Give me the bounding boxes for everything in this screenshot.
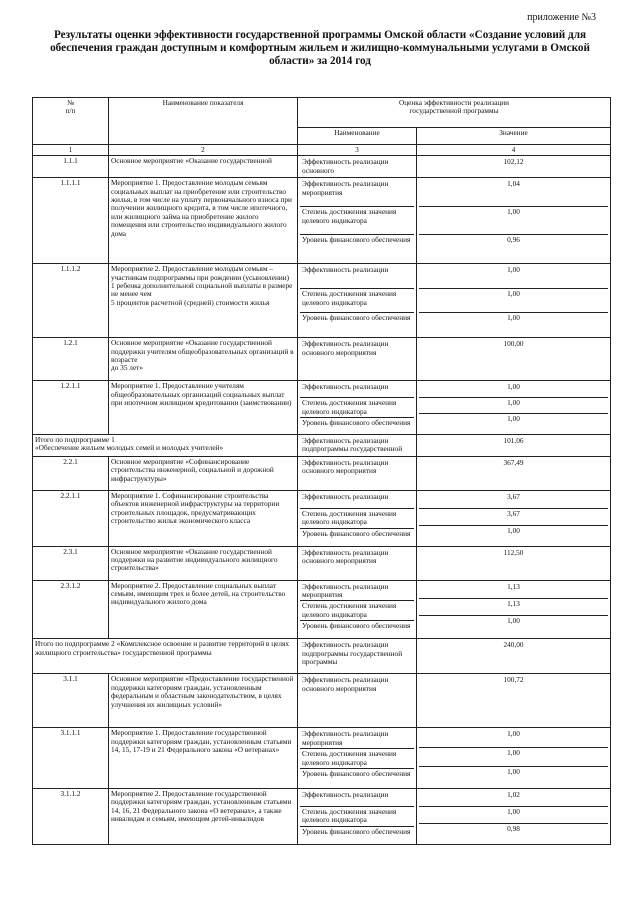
indicator-row [300,729,414,748]
indicator-row [300,313,414,337]
indicator-name: Уровень финансового обеспечения [302,768,411,778]
indicator-row [419,235,608,263]
header-col4: 4 [417,145,611,156]
indicator-row [300,508,414,528]
indicator-value: 1,00 [507,525,520,535]
header-assessment: Оценка эффективности реализации государственной программы [298,98,611,128]
indicator-value: 100,72 [503,675,524,685]
indicator-name: Эффективность реализации основного мероприятия [302,339,389,357]
indicator-row [300,675,414,726]
indicator-list [300,675,414,726]
indicator-values-cell [417,728,611,789]
indicator-list [419,382,608,429]
indicator-list [300,157,414,176]
indicator-names-cell [298,381,417,435]
indicator-row [300,157,414,176]
indicator-row [419,823,608,840]
indicator-name: Эффективность реализации подпрограммы государственной программы [302,640,403,667]
indicator-value: 1,04 [419,179,608,207]
indicator-row [419,436,608,454]
indicator-row [419,767,608,786]
row-number: 3.1.1.1 [33,728,109,789]
document-title: Результаты оценки эффективности государственной программы Омской области «Создание условий для обеспечения граждан доступным и комфортным жильем и жилищно-коммунальными услугами в Омской области» за 2014 год [50,29,590,67]
indicator-row [419,313,608,337]
indicator-values-cell [417,456,611,490]
indicator-names-cell [298,580,417,639]
row-description: Основное мероприятие «Оказание государственной [109,156,298,178]
table-row [33,788,611,844]
table-row [33,264,611,338]
indicator-name: Эффективность реализации основного мероприятия [302,457,389,476]
indicator-name: Уровень финансового обеспечения [302,418,411,428]
row-number: 1.1.1 [33,156,109,178]
indicator-values-cell [417,674,611,728]
indicator-row [419,675,608,726]
indicator-value: 1,00 [507,414,520,424]
indicator-row [300,265,414,289]
row-description: Мероприятие 1. Предоставление государственной поддержки категориям граждан, установленным статьями 14, 15, 17-19 и 21 Федерального закона «О ветеранах» [109,728,298,789]
indicator-value: 1,00 [419,289,608,313]
indicator-names-cell [298,674,417,728]
indicator-list [300,492,414,545]
indicator-values-cell [417,490,611,546]
indicator-name: Уровень финансового обеспечения [302,528,411,538]
indicator-list [300,436,414,455]
indicator-row [300,790,414,807]
indicator-value: 1,13 [419,598,608,615]
row-number: 1.2.1.1 [33,381,109,435]
indicator-row [300,398,414,418]
indicator-row [419,492,608,509]
indicator-list [419,790,608,840]
indicator-value: 101,06 [503,436,524,446]
results-table [32,97,611,845]
indicator-row [300,621,414,638]
indicator-values-cell [417,580,611,639]
indicator-values-cell [417,546,611,580]
indicator-row [419,640,608,672]
header-col2: 2 [109,145,298,156]
table-row [33,456,611,490]
indicator-values-cell [417,156,611,178]
indicator-row [419,179,608,207]
row-number: 1.1.1.2 [33,264,109,338]
indicator-value: 3,67 [419,492,608,509]
indicator-name: Эффективность реализации [300,790,414,807]
indicator-name: Уровень финансового обеспечения [302,826,411,836]
indicator-row [300,235,414,263]
indicator-row [419,398,608,414]
table-row [33,490,611,546]
indicator-list [300,458,414,489]
indicator-row [419,548,608,579]
header-row-numbers [33,145,611,156]
indicator-name: Эффективность реализации мероприятия [300,179,414,207]
indicator-row [419,157,608,167]
indicator-list [419,640,608,672]
indicator-row [419,265,608,289]
indicator-names-cell [298,728,417,789]
indicator-name: Степень достижения значения целевого индикатора [300,806,414,826]
indicator-value: 1,00 [419,806,608,823]
header-row-1 [33,98,611,128]
indicator-name: Эффективность реализации [300,265,414,289]
indicator-name: Уровень финансового обеспечения [302,621,411,631]
row-total-description: Итого по подпрограмме 1 «Обеспечение жильем молодых семей и молодых учителей» [33,435,298,457]
indicator-name: Степень достижения значения целевого индикатора [300,601,414,621]
indicator-values-cell [417,788,611,844]
indicator-row [300,492,414,509]
indicator-value: 1,00 [419,382,608,398]
indicator-names-cell [298,456,417,490]
indicator-row [300,548,414,579]
indicator-row [300,640,414,672]
indicator-row [419,598,608,615]
indicator-row [300,582,414,601]
indicator-row [419,414,608,430]
indicator-row [300,806,414,826]
indicator-row [419,207,608,235]
table-row [33,338,611,381]
indicator-values-cell [417,381,611,435]
indicator-row [419,729,608,748]
row-description: Мероприятие 2. Предоставление государственной поддержки категориям граждан, установленным статьями 14, 16, 21 Федерального закона «О ветеранах», а также инвалидам и семьям, имеющим детей-инвалидов [109,788,298,844]
row-number: 1.2.1 [33,338,109,381]
indicator-value: 1,00 [419,729,608,748]
header-num: № п/п [33,98,109,145]
indicator-value: 102,12 [503,157,524,167]
indicator-row [300,418,414,434]
indicator-value: 1,13 [419,582,608,599]
indicator-list [419,179,608,262]
indicator-list [300,582,414,638]
appendix-label: приложение №3 [527,12,596,23]
row-description: Мероприятие 1. Софинансирование строительства объектов инженерной инфраструктуры на территории строительных площадок, предусматривающих строительство жилья экономического класса [109,490,298,546]
indicator-value: 1,00 [507,615,520,625]
indicator-row [419,289,608,313]
indicator-name: Эффективность реализации основного мероприятия [302,675,389,693]
row-number: 2.3.1 [33,546,109,580]
indicator-list [300,640,414,672]
indicator-name: Эффективность реализации [300,382,414,398]
indicator-list [419,582,608,632]
indicator-value: 1,00 [507,767,520,777]
row-description: Основное мероприятие «Оказание государственной поддержки на развитие индивидуального жилищного строительства» [109,546,298,580]
indicator-value: 1,00 [419,748,608,767]
indicator-row [300,339,414,379]
indicator-list [300,382,414,433]
indicator-row [300,179,414,207]
row-description: Основное мероприятие «Предоставление государственной поддержки категориям граждан, установленным федеральным и областным законодательством, в целях улучшения их жилищных условий» [109,674,298,728]
indicator-name: Эффективность реализации мероприятия [300,582,414,601]
indicator-names-cell [298,788,417,844]
indicator-row [419,508,608,525]
indicator-value: 1,02 [419,790,608,807]
indicator-row [419,748,608,767]
indicator-list [419,729,608,785]
row-total-description: Итого по подпрограмме 2 «Комплексное освоение и развитие территорий в целях жилищного строительства» государственной программы [33,639,298,674]
indicator-name: Уровень финансового обеспечения [302,235,411,245]
indicator-name: Эффективность реализации [300,492,414,509]
indicator-list [419,492,608,542]
header-value: Значение [417,127,611,144]
table-row [33,580,611,639]
indicator-name: Степень достижения значения целевого индикатора [300,508,414,528]
indicator-value: 1,00 [507,313,520,323]
indicator-names-cell [298,546,417,580]
indicator-name: Степень достижения значения целевого индикатора [300,289,414,313]
indicator-row [419,339,608,379]
indicator-list [300,179,414,262]
indicator-list [419,675,608,726]
indicator-list [419,339,608,379]
indicator-list [419,157,608,167]
header-col3: 3 [298,145,417,156]
indicator-row [300,601,414,621]
indicator-name: Эффективность реализации основного [302,157,389,175]
indicator-row [300,528,414,545]
indicator-values-cell [417,178,611,264]
header-name: Наименование [298,127,417,144]
table-row [33,674,611,728]
header-indicator: Наименование показателя [109,98,298,145]
indicator-row [419,382,608,398]
row-number: 2.2.1 [33,456,109,490]
table-row [33,728,611,789]
indicator-row [300,458,414,489]
indicator-names-cell [298,178,417,264]
indicator-name: Уровень финансового обеспечения [302,313,411,323]
indicator-value: 0,96 [507,235,520,245]
row-number: 3.1.1.2 [33,788,109,844]
indicator-names-cell [298,490,417,546]
indicator-value: 1,00 [419,207,608,235]
indicator-values-cell [417,435,611,457]
indicator-names-cell [298,435,417,457]
indicator-value: 240,00 [503,640,524,650]
table-row [33,435,611,457]
indicator-list [419,265,608,336]
indicator-value: 367,49 [503,457,524,467]
indicator-names-cell [298,639,417,674]
table-row [33,178,611,264]
row-description: Мероприятие 1. Предоставление молодым семьям социальных выплат на приобретение или строительство жилья, в том числе на уплату первоначального взноса при получении жилищного кредита, в том числе ипотечного, или жилищного займа на приобретение жилого помещения или строительство индивидуального жилого дома [109,178,298,264]
indicator-names-cell [298,338,417,381]
indicator-list [300,548,414,579]
indicator-names-cell [298,264,417,338]
indicator-value: 1,00 [419,398,608,414]
header-col1: 1 [33,145,109,156]
indicator-list [300,790,414,843]
indicator-name: Эффективность реализации основного мероприятия [302,547,389,566]
indicator-names-cell [298,156,417,178]
indicator-value: 3,67 [419,508,608,525]
row-description: Мероприятие 2. Предоставление молодым семьям – участникам подпрограммы при рождении (усыновлении) 1 ребенка дополнительной социальной выплаты в размере не менее чем 5 процентов расчетной (средней) стоимости жилья [109,264,298,338]
indicator-row [300,826,414,843]
row-number: 1.1.1.1 [33,178,109,264]
indicator-values-cell [417,639,611,674]
row-number: 3.1.1 [33,674,109,728]
indicator-list [300,339,414,379]
indicator-list [419,548,608,579]
indicator-value: 112,50 [503,547,524,557]
table-row [33,639,611,674]
table-row [33,156,611,178]
indicator-row [300,382,414,398]
indicator-values-cell [417,338,611,381]
indicator-row [419,458,608,489]
indicator-name: Эффективность реализации подпрограммы государственной [302,436,403,454]
indicator-list [419,436,608,454]
indicator-row [419,790,608,807]
row-description: Основное мероприятие «Софинансирование строительства инженерной, социальной и дорожной инфраструктуры» [109,456,298,490]
indicator-values-cell [417,264,611,338]
row-description: Основное мероприятие «Оказание государственной поддержки учителям общеобразовательных организаций в возрасте до 35 лет» [109,338,298,381]
table-row [33,381,611,435]
indicator-row [300,768,414,787]
indicator-row [300,289,414,313]
indicator-value: 100,00 [503,339,524,349]
indicator-name: Эффективность реализации мероприятия [300,729,414,748]
indicator-name: Степень достижения значения целевого индикатора [300,207,414,235]
indicator-value: 0,98 [507,823,520,833]
indicator-row [300,436,414,455]
indicator-value: 1,00 [419,265,608,289]
indicator-row [300,749,414,769]
indicator-list [419,458,608,489]
indicator-name: Степень достижения значения целевого индикатора [300,398,414,418]
indicator-row [419,615,608,632]
row-description: Мероприятие 1. Предоставление учителям общеобразовательных организаций социальных выплат при ипотечном жилищном кредитовании (заимствовании) [109,381,298,435]
indicator-row [300,207,414,235]
indicator-row [419,806,608,823]
row-number: 2.3.1.2 [33,580,109,639]
table-row [33,546,611,580]
indicator-list [300,265,414,336]
row-number: 2.2.1.1 [33,490,109,546]
indicator-row [419,582,608,599]
indicator-list [300,729,414,787]
row-description: Мероприятие 2. Предоставление социальных выплат семьям, имеющим трех и более детей, на строительство индивидуального жилого дома [109,580,298,639]
indicator-name: Степень достижения значения целевого индикатора [300,749,414,769]
indicator-row [419,525,608,542]
